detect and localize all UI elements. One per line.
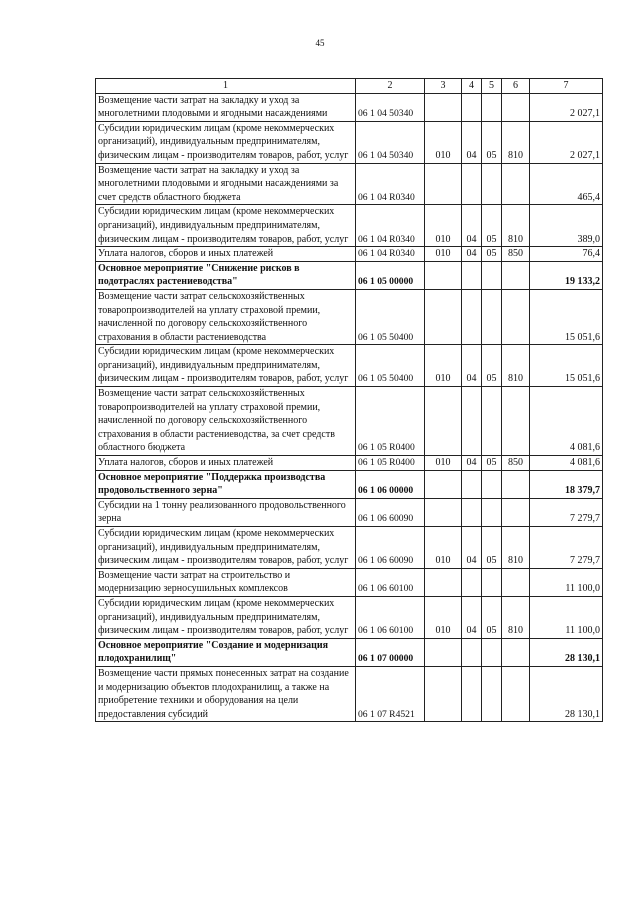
- row-amount: 11 100,0: [530, 596, 603, 638]
- row-col4: 04: [462, 121, 482, 163]
- row-col5: 05: [482, 596, 502, 638]
- row-col6: 850: [502, 456, 530, 471]
- row-name: Уплата налогов, сборов и иных платежей: [96, 456, 356, 471]
- table-row: [96, 247, 603, 262]
- row-col3: 010: [425, 527, 462, 569]
- row-col6: [502, 93, 530, 121]
- row-name: Возмещение части затрат сельскохозяйственных товаропроизводителей на уплату страховой премии, начисленной по договору сельскохозяйственного страхования в области растениеводства, за счет средств областного бюджета: [96, 387, 356, 456]
- row-col4: 04: [462, 527, 482, 569]
- column-header: 1: [96, 79, 356, 94]
- row-amount: 389,0: [530, 205, 603, 247]
- row-col4: [462, 163, 482, 205]
- row-col4: [462, 470, 482, 498]
- row-col4: 04: [462, 205, 482, 247]
- row-name: Субсидии юридическим лицам (кроме некоммерческих организаций), индивидуальным предпринимателям, физическим лицам - производителям товаров, работ, услуг: [96, 345, 356, 387]
- row-amount: 76,4: [530, 247, 603, 262]
- row-col5: [482, 93, 502, 121]
- row-col6: 810: [502, 527, 530, 569]
- row-col3: 010: [425, 345, 462, 387]
- row-amount: 7 279,7: [530, 527, 603, 569]
- row-amount: 2 027,1: [530, 121, 603, 163]
- column-header: 7: [530, 79, 603, 94]
- table-header-row: [96, 79, 603, 94]
- row-name: Возмещение части прямых понесенных затрат на создание и модернизацию объектов плодохранилищ, а также на приобретение техники и оборудования на цели предоставления субсидий: [96, 666, 356, 721]
- column-header: 5: [482, 79, 502, 94]
- row-code: 06 1 07 00000: [356, 638, 425, 666]
- row-code: 06 1 05 R0400: [356, 456, 425, 471]
- row-col3: [425, 638, 462, 666]
- row-col3: 010: [425, 247, 462, 262]
- row-col6: 810: [502, 121, 530, 163]
- row-name: Субсидии юридическим лицам (кроме некоммерческих организаций), индивидуальным предпринимателям, физическим лицам - производителям товаров, работ, услуг: [96, 596, 356, 638]
- row-col6: [502, 666, 530, 721]
- table-row: [96, 121, 603, 163]
- row-col3: 010: [425, 596, 462, 638]
- row-amount: 2 027,1: [530, 93, 603, 121]
- row-amount: 4 081,6: [530, 456, 603, 471]
- budget-table: [95, 78, 603, 722]
- row-code: 06 1 06 60100: [356, 596, 425, 638]
- row-code: 06 1 06 60090: [356, 498, 425, 526]
- row-col6: 850: [502, 247, 530, 262]
- row-col5: 05: [482, 456, 502, 471]
- row-col6: [502, 470, 530, 498]
- row-code: 06 1 04 R0340: [356, 247, 425, 262]
- row-code: 06 1 04 R0340: [356, 163, 425, 205]
- row-name: Субсидии юридическим лицам (кроме некоммерческих организаций), индивидуальным предпринимателям, физическим лицам - производителям товаров, работ, услуг: [96, 121, 356, 163]
- page-number: 45: [315, 38, 325, 48]
- row-col4: [462, 666, 482, 721]
- row-col3: 010: [425, 456, 462, 471]
- row-col4: 04: [462, 345, 482, 387]
- table-row: [96, 470, 603, 498]
- row-amount: 7 279,7: [530, 498, 603, 526]
- table-row: [96, 205, 603, 247]
- row-col6: [502, 261, 530, 289]
- row-name: Возмещение части затрат на строительство и модернизацию зерносушильных комплексов: [96, 568, 356, 596]
- row-col3: [425, 568, 462, 596]
- table-row: [96, 93, 603, 121]
- row-amount: 19 133,2: [530, 261, 603, 289]
- row-col3: 010: [425, 205, 462, 247]
- row-amount: 4 081,6: [530, 387, 603, 456]
- row-name: Субсидии юридическим лицам (кроме некоммерческих организаций), индивидуальным предпринимателям, физическим лицам - производителям товаров, работ, услуг: [96, 527, 356, 569]
- row-col5: 05: [482, 527, 502, 569]
- row-col6: 810: [502, 596, 530, 638]
- row-col6: 810: [502, 205, 530, 247]
- row-code: 06 1 04 R0340: [356, 205, 425, 247]
- table-row: [96, 456, 603, 471]
- row-code: 06 1 05 R0400: [356, 387, 425, 456]
- table-row: [96, 527, 603, 569]
- row-code: 06 1 05 50400: [356, 345, 425, 387]
- row-code: 06 1 05 50400: [356, 289, 425, 344]
- table-row: [96, 568, 603, 596]
- row-col5: [482, 638, 502, 666]
- row-col6: [502, 163, 530, 205]
- row-col4: 04: [462, 456, 482, 471]
- row-col4: [462, 289, 482, 344]
- row-name: Возмещение части затрат на закладку и уход за многолетними плодовыми и ягодными насаждениями: [96, 93, 356, 121]
- row-col5: 05: [482, 247, 502, 262]
- table-row: [96, 596, 603, 638]
- row-col6: [502, 289, 530, 344]
- row-name: Уплата налогов, сборов и иных платежей: [96, 247, 356, 262]
- row-col5: 05: [482, 205, 502, 247]
- row-col4: [462, 261, 482, 289]
- row-amount: 11 100,0: [530, 568, 603, 596]
- row-col4: 04: [462, 596, 482, 638]
- table-row: [96, 498, 603, 526]
- row-col3: [425, 289, 462, 344]
- row-col5: [482, 498, 502, 526]
- row-col6: [502, 387, 530, 456]
- row-col4: [462, 638, 482, 666]
- table-row: [96, 345, 603, 387]
- row-col5: [482, 470, 502, 498]
- row-name: Основное мероприятие "Поддержка производства продовольственного зерна": [96, 470, 356, 498]
- row-amount: 465,4: [530, 163, 603, 205]
- row-code: 06 1 05 00000: [356, 261, 425, 289]
- row-col5: [482, 568, 502, 596]
- row-col4: 04: [462, 247, 482, 262]
- row-col3: [425, 163, 462, 205]
- row-col4: [462, 568, 482, 596]
- table-row: [96, 387, 603, 456]
- column-header: 4: [462, 79, 482, 94]
- row-col5: [482, 163, 502, 205]
- row-col3: [425, 261, 462, 289]
- table-row: [96, 638, 603, 666]
- row-amount: 28 130,1: [530, 666, 603, 721]
- column-header: 2: [356, 79, 425, 94]
- row-col3: [425, 470, 462, 498]
- table-row: [96, 289, 603, 344]
- row-code: 06 1 06 00000: [356, 470, 425, 498]
- row-col4: [462, 498, 482, 526]
- table-row: [96, 163, 603, 205]
- row-col3: 010: [425, 121, 462, 163]
- row-col5: [482, 387, 502, 456]
- row-col5: 05: [482, 345, 502, 387]
- row-col5: [482, 261, 502, 289]
- row-name: Основное мероприятие "Снижение рисков в подотраслях растениеводства": [96, 261, 356, 289]
- row-amount: 28 130,1: [530, 638, 603, 666]
- row-col3: [425, 93, 462, 121]
- row-col4: [462, 93, 482, 121]
- row-name: Субсидии юридическим лицам (кроме некоммерческих организаций), индивидуальным предпринимателям, физическим лицам - производителям товаров, работ, услуг: [96, 205, 356, 247]
- row-col3: [425, 387, 462, 456]
- row-col6: 810: [502, 345, 530, 387]
- row-col5: 05: [482, 121, 502, 163]
- row-col5: [482, 666, 502, 721]
- row-name: Основное мероприятие "Создание и модернизация плодохранилищ": [96, 638, 356, 666]
- row-col4: [462, 387, 482, 456]
- row-col6: [502, 498, 530, 526]
- row-amount: 15 051,6: [530, 289, 603, 344]
- row-code: 06 1 06 60090: [356, 527, 425, 569]
- row-name: Субсидии на 1 тонну реализованного продовольственного зерна: [96, 498, 356, 526]
- column-header: 6: [502, 79, 530, 94]
- column-header: 3: [425, 79, 462, 94]
- row-name: Возмещение части затрат сельскохозяйственных товаропроизводителей на уплату страховой премии, начисленной по договору сельскохозяйственного страхования в области растениеводства: [96, 289, 356, 344]
- row-code: 06 1 04 50340: [356, 121, 425, 163]
- row-col6: [502, 638, 530, 666]
- row-col5: [482, 289, 502, 344]
- row-code: 06 1 06 60100: [356, 568, 425, 596]
- row-col6: [502, 568, 530, 596]
- row-amount: 15 051,6: [530, 345, 603, 387]
- row-amount: 18 379,7: [530, 470, 603, 498]
- row-col3: [425, 666, 462, 721]
- row-name: Возмещение части затрат на закладку и уход за многолетними плодовыми и ягодными насаждениями за счет средств областного бюджета: [96, 163, 356, 205]
- row-col3: [425, 498, 462, 526]
- row-code: 06 1 07 R4521: [356, 666, 425, 721]
- row-code: 06 1 04 50340: [356, 93, 425, 121]
- table-row: [96, 666, 603, 721]
- table-row: [96, 261, 603, 289]
